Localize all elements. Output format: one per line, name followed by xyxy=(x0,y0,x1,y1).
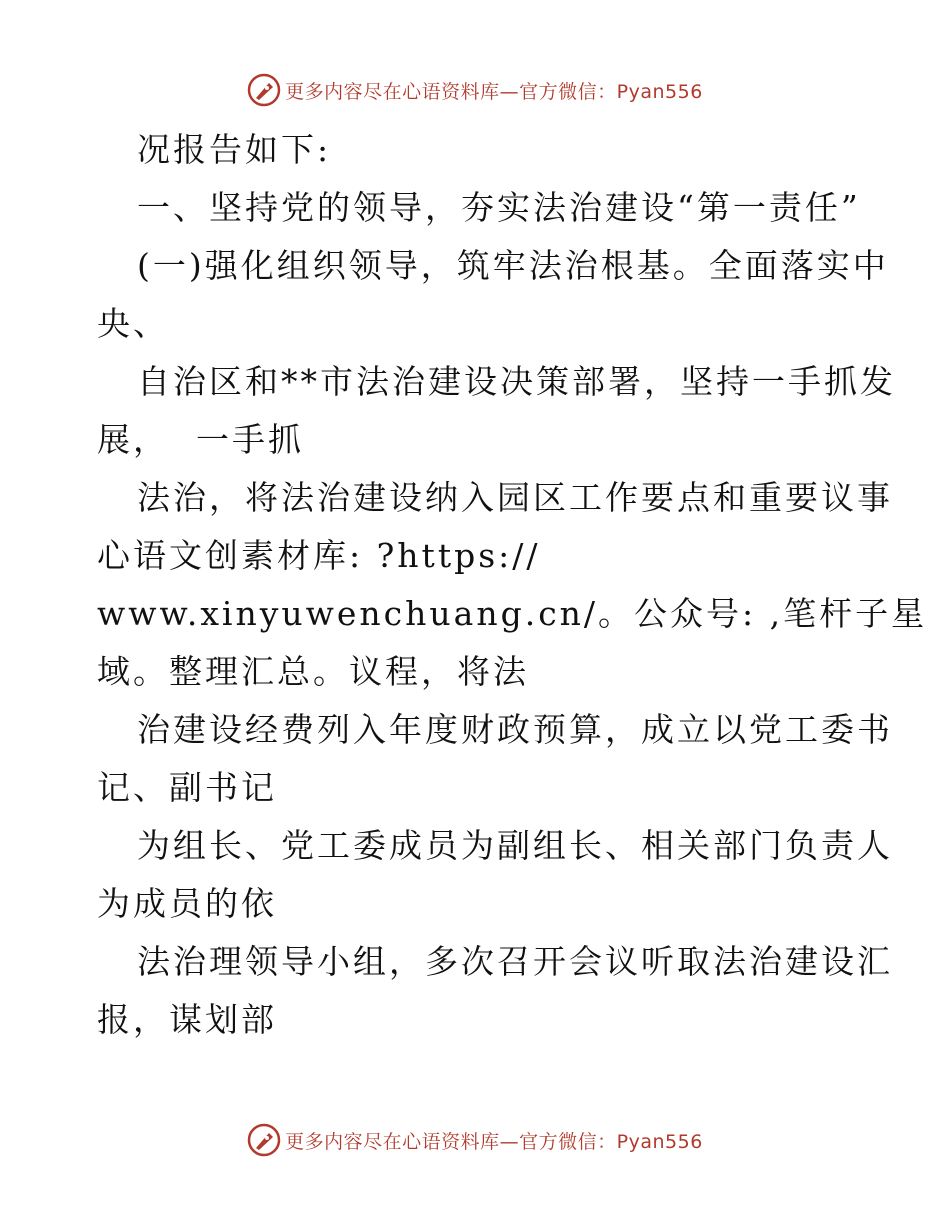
text-line: 展， 一手抓 xyxy=(97,420,304,459)
text-line: 记、副书记 xyxy=(97,768,277,807)
footer-watermark xyxy=(0,1120,950,1160)
text-line: 况报告如下: xyxy=(137,130,332,169)
text-line: 报，谋划部 xyxy=(97,1000,277,1039)
text-line: 为组长、党工委成员为副组长、相关部门负责人 xyxy=(137,826,893,865)
pen-nib-logo-icon xyxy=(247,1123,281,1157)
text-line: 央、 xyxy=(97,304,169,343)
text-line: www.xinyuwenchuang.cn/。公众号: ,笔杆子星 xyxy=(97,594,928,633)
header-watermark xyxy=(0,70,950,110)
text-line: 心语文创素材库: ?https:// xyxy=(97,536,541,575)
text-line: 法治，将法治建设纳入园区工作要点和重要议事 xyxy=(137,478,893,517)
text-line: 域。整理汇总。议程，将法 xyxy=(97,652,529,691)
section-heading: 一、坚持党的领导，夯实法治建设“第一责任” xyxy=(137,188,861,227)
text-line: 法治理领导小组，多次召开会议听取法治建设汇 xyxy=(137,942,893,981)
text-line: 治建设经费列入年度财政预算，成立以党工委书 xyxy=(137,710,893,749)
watermark-text: 更多内容尽在心语资料库—官方微信：Pyan556 xyxy=(285,80,703,103)
pen-nib-logo-icon xyxy=(247,73,281,107)
text-line: (一)强化组织领导，筑牢法治根基。全面落实中 xyxy=(137,246,889,285)
text-line: 为成员的依 xyxy=(97,884,277,923)
text-line: 自治区和**市法治建设决策部署，坚持一手抓发 xyxy=(137,362,896,401)
watermark-text: 更多内容尽在心语资料库—官方微信：Pyan556 xyxy=(285,1130,703,1153)
